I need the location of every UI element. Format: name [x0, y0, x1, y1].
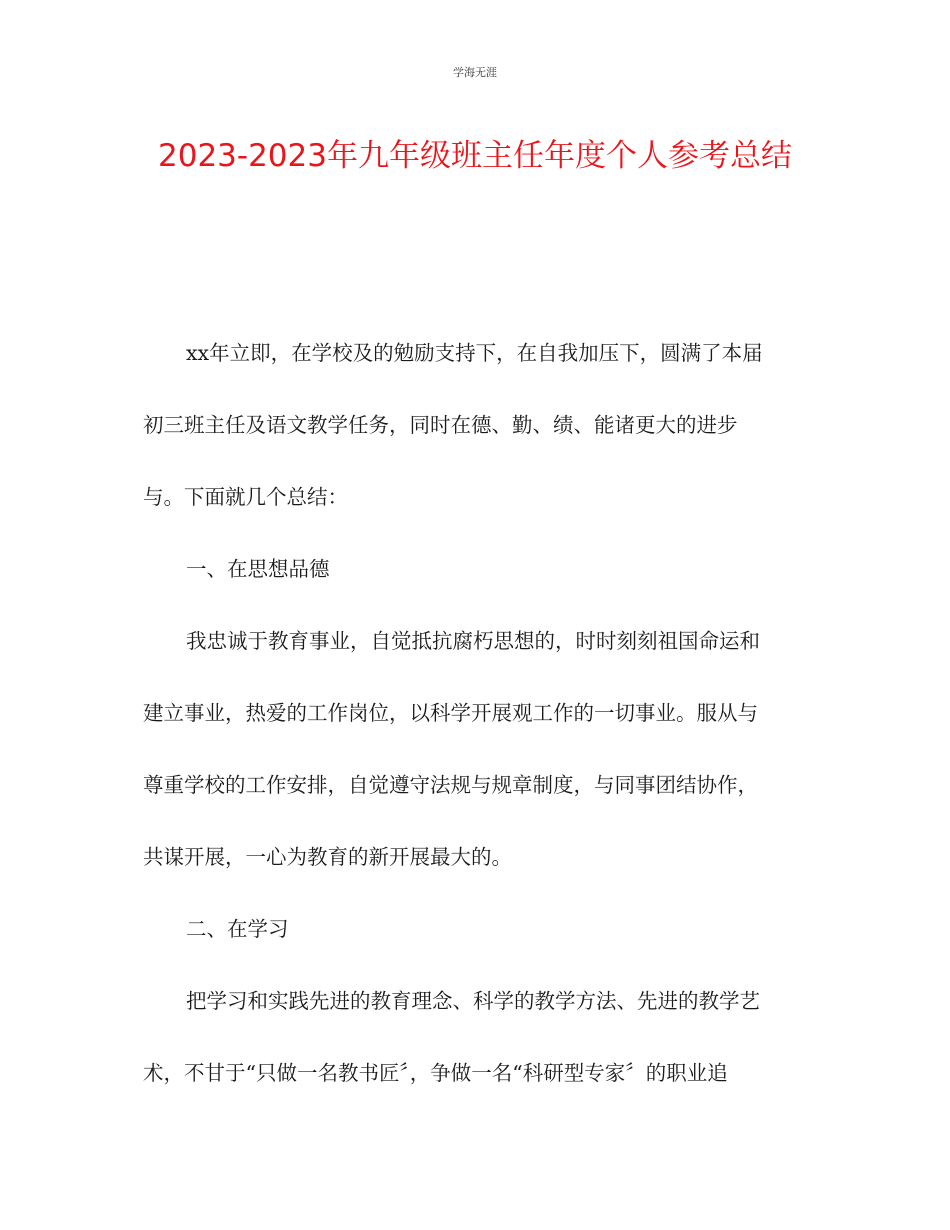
paragraph-line: 与。下面就几个总结：: [143, 485, 348, 509]
paragraph-line: 我忠诚于教育事业，自觉抵抗腐朽思想的，时时刻刻祖国命运和: [186, 629, 760, 653]
paragraph-line: 共谋开展，一心为教育的新开展最大的。: [143, 845, 512, 869]
document-body: [143, 330, 807, 1122]
paragraph-line: 尊重学校的工作安排，自觉遵守法规与规章制度，与同事团结协作，: [143, 773, 758, 797]
paragraph-line: 建立事业，热爱的工作岗位，以科学开展观工作的一切事业。服从与: [143, 701, 758, 725]
section-heading: 一、在思想品德: [186, 557, 330, 581]
document-title: 2023-2023年九年级班主任年度个人参考总结: [158, 138, 792, 174]
page-header: 学海无涯: [453, 66, 497, 79]
section-heading: 二、在学习: [186, 917, 289, 941]
paragraph-line: 术，不甘于“只做一名教书匠〞，争做一名“科研型专家〞的职业追: [143, 1061, 728, 1085]
paragraph-line: xx年立即，在学校及的勉励支持下，在自我加压下，圆满了本届: [186, 341, 763, 365]
paragraph-line: 把学习和实践先进的教育理念、科学的教学方法、先进的教学艺: [186, 989, 760, 1013]
paragraph-line: 初三班主任及语文教学任务，同时在德、勤、绩、能诸更大的进步: [143, 413, 738, 437]
